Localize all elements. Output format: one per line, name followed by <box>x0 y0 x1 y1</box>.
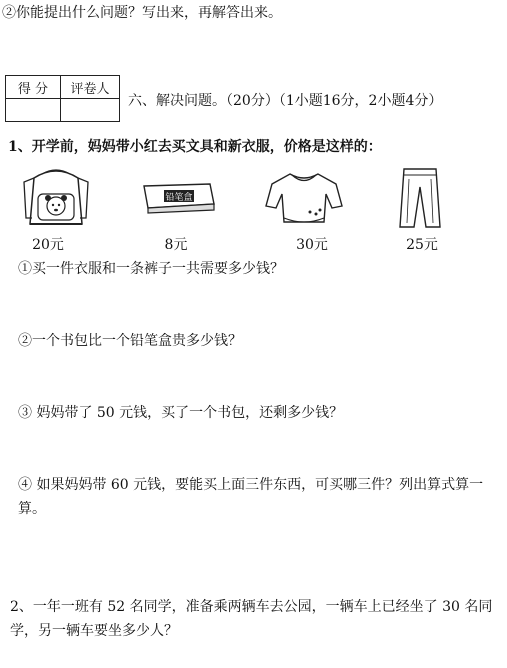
score-table <box>5 75 120 122</box>
sweater-price: 30元 <box>296 237 328 253</box>
question-4-line2: 算。 <box>18 501 46 517</box>
score-table-header-row <box>6 76 120 99</box>
question-2: ②一个书包比一个铅笔盒贵多少钱？ <box>18 333 242 349</box>
score-cell <box>6 99 61 122</box>
pants-price: 25元 <box>406 237 438 253</box>
question-4-line1: ④ 如果妈妈带 60 元钱，要能买上面三件东西，可买哪三件？列出算式算一 <box>18 477 484 493</box>
score-table-value-row <box>6 99 120 122</box>
backpack-icon <box>20 168 92 230</box>
problem2-line2: 学，另一辆车要坐多少人？ <box>10 623 178 639</box>
backpack-price: 20元 <box>32 237 64 253</box>
pencil-box-label: 铅笔盒 <box>165 193 193 203</box>
question-3: ③ 妈妈带了 50 元钱，买了一个书包，还剩多少钱？ <box>18 405 344 421</box>
problem2-line1: 2、一年一班有 52 名同学，准备乘两辆车去公园，一辆车上已经坐了 30 名同 <box>10 599 493 615</box>
grader-header: 评卷人 <box>61 76 120 99</box>
question-prompt: ②你能提出什么问题？写出来，再解答出来。 <box>2 5 282 21</box>
score-header: 得 分 <box>6 76 61 99</box>
pencil-box-icon <box>140 180 216 214</box>
problem1-intro: 1、开学前，妈妈带小红去买文具和新衣服，价格是这样的： <box>8 139 382 155</box>
sweater-icon <box>262 168 346 228</box>
pants-icon <box>398 165 442 231</box>
question-1: ①买一件衣服和一条裤子一共需要多少钱？ <box>18 261 284 277</box>
pencil-box-price: 8元 <box>164 237 188 253</box>
section-title: 六、解决问题。（20分）（1小题16分，2小题4分） <box>128 93 443 109</box>
grader-cell <box>61 99 120 122</box>
